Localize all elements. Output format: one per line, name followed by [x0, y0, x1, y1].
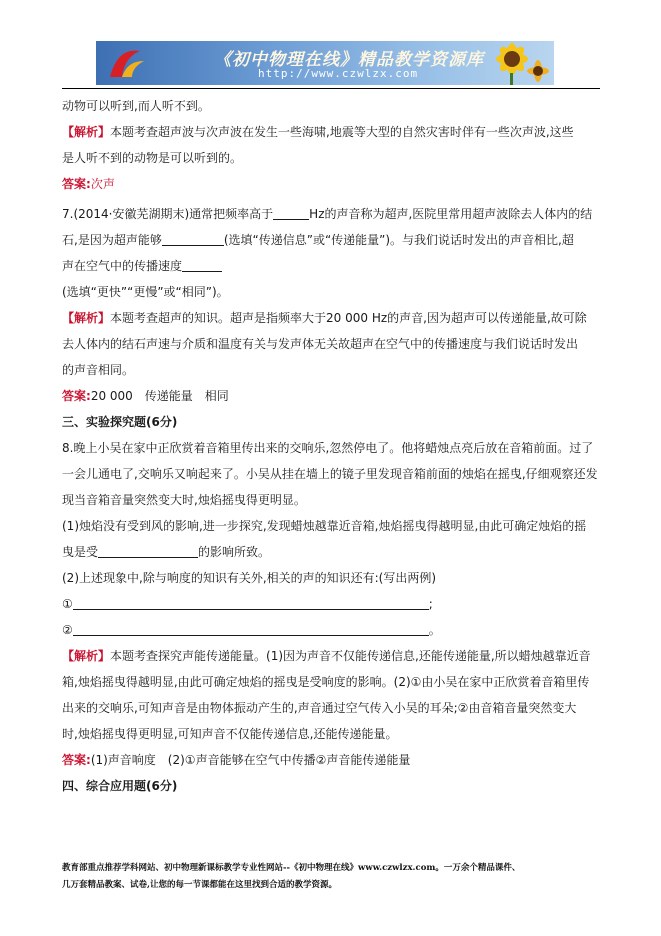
question-8-line: 一会儿通电了,交响乐又响起来了。小吴从挂在墙上的镜子里发现音箱前面的烛焰在摇曳,仔细观察还发	[62, 467, 598, 481]
question-text: 曳是受	[62, 545, 99, 559]
text-line: 时,烛焰摇曳得更明显,可知声音不仅能传递信息,还能传递能量。	[62, 727, 398, 741]
answer-line	[62, 747, 602, 773]
question-8-line: (1)烛焰没有受到风的影响,进一步探究,发现蜡烛越靠近音箱,烛焰摇曳得越明显,由此可确定烛焰的摇	[62, 519, 587, 533]
question-text: 7.(2014·安徽芜湖期末)通常把频率高于	[62, 207, 274, 221]
circled-number: ②	[62, 623, 73, 637]
question-text: 的影响所致。	[198, 545, 271, 559]
question-7-line	[62, 227, 602, 253]
question-7	[62, 201, 602, 227]
question-text: (选填“传递信息”或“传递能量”)。与我们说话时发出的声音相比,超	[223, 233, 574, 247]
answer-text: (1)声音响度 (2)①声音能够在空气中传播②声音能传递能量	[90, 753, 411, 767]
answer-blank[interactable]	[73, 595, 429, 610]
question-text: Hz的声音称为超声,医院里常用超声波除去人体内的结	[309, 207, 593, 221]
question-7-line: (选填“更快”“更慢”或“相同”)。	[62, 285, 229, 299]
document-body	[62, 93, 602, 799]
analysis-tag: 【解析】	[62, 125, 111, 139]
answer-text: 次声	[90, 177, 115, 191]
question-7-line	[62, 253, 602, 279]
banner-title: 《初中物理在线》精品教学资源库	[214, 50, 484, 70]
circled-number: ①	[62, 597, 73, 611]
footer-line: 几万套精品教案、试卷,让您的每一节课都能在这里找到合适的教学资源。	[62, 880, 337, 890]
banner-url[interactable]: http://www.czwlzx.com	[258, 67, 419, 80]
text-line: 出来的交响乐,可知声音是由物体振动产生的,声音通过空气传入小吴的耳朵;②由音箱音量突然变大	[62, 701, 577, 715]
question-text: 声在空气中的传播速度	[62, 259, 183, 273]
analysis-tag: 【解析】	[62, 311, 111, 325]
text-line: 去人体内的结石声速与介质和温度有关与发声体无关故超声在空气中的传播速度与我们说话时发出	[62, 337, 579, 351]
punctuation: ;	[428, 597, 433, 611]
answer-slot-1	[62, 591, 602, 617]
question-8-line	[62, 539, 602, 565]
text-line: 箱,烛焰摇曳得越明显,由此可确定烛焰的摇曳是受响度的影响。(2)①由小吴在家中正欣赏着音箱里传	[62, 675, 590, 689]
header-rule	[62, 88, 600, 89]
answer-blank[interactable]	[273, 205, 309, 220]
analysis-paragraph	[62, 305, 602, 331]
answer-blank[interactable]	[162, 231, 224, 246]
section-title: 四、综合应用题(6分)	[62, 779, 178, 793]
text-line: 是人听不到的动物是可以听到的。	[62, 151, 243, 165]
punctuation: 。	[428, 623, 441, 637]
analysis-paragraph	[62, 119, 602, 145]
header-banner	[96, 41, 554, 85]
sunflower-icon	[472, 41, 550, 85]
text-line: 的声音相同。	[62, 363, 135, 377]
answer-line	[62, 383, 602, 409]
text-line: 动物可以听到,而人听不到。	[62, 99, 210, 113]
question-8-line: 现当音箱音量突然变大时,烛焰摇曳得更明显。	[62, 493, 306, 507]
analysis-text: 本题考查超声波与次声波在发生一些海啸,地震等大型的自然灾害时伴有一些次声波,这些	[110, 125, 574, 139]
footer-line: 教育部重点推荐学科网站、初中物理新课标教学专业性网站--《初中物理在线》www.czwlzx.com。一万余个精品课件、	[62, 863, 521, 873]
analysis-text: 本题考查超声的知识。超声是指频率大于20 000 Hz的声音,因为超声可以传递能量,故可除	[110, 311, 587, 325]
analysis-tag: 【解析】	[62, 649, 111, 663]
question-8: 8.晚上小吴在家中正欣赏着音箱里传出来的交响乐,忽然停电了。他将蜡烛点亮后放在音箱前面。过了	[62, 441, 594, 455]
answer-tag: 答案:	[62, 177, 91, 191]
answer-slot-2	[62, 617, 602, 643]
answer-blank[interactable]	[182, 257, 222, 272]
answer-tag: 答案:	[62, 389, 91, 403]
answer-line	[62, 171, 602, 197]
answer-tag: 答案:	[62, 753, 91, 767]
analysis-text: 本题考查探究声能传递能量。(1)因为声音不仅能传递信息,还能传递能量,所以蜡烛越靠近音	[110, 649, 591, 663]
question-8-line: (2)上述现象中,除与响度的知识有关外,相关的声的知识还有:(写出两例)	[62, 571, 437, 585]
question-text: 石,是因为超声能够	[62, 233, 162, 247]
answer-blank[interactable]	[98, 543, 198, 558]
page-footer	[62, 860, 602, 894]
analysis-paragraph	[62, 643, 602, 669]
answer-text: 20 000 传递能量 相同	[90, 389, 229, 403]
section-title: 三、实验探究题(6分)	[62, 415, 178, 429]
answer-blank[interactable]	[73, 621, 429, 636]
site-logo-icon	[106, 45, 146, 81]
